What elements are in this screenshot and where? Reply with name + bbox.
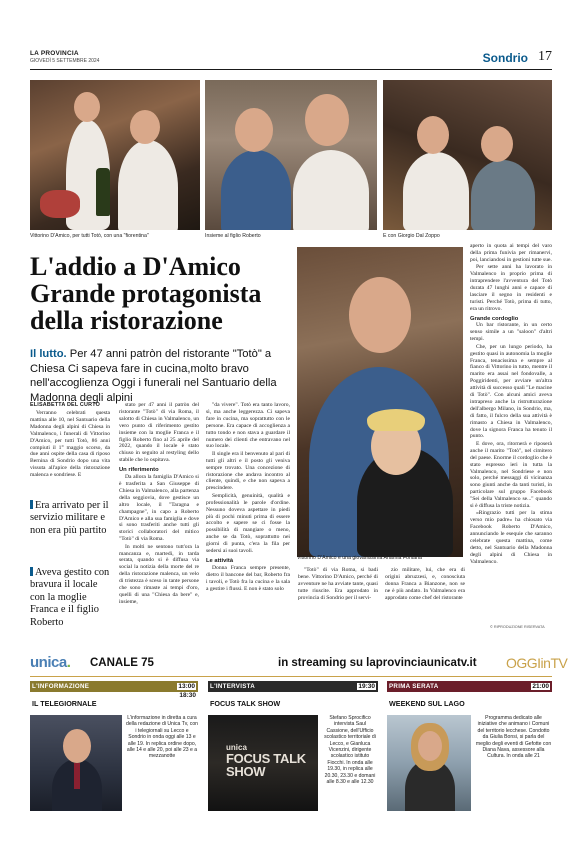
program-image	[208, 715, 318, 811]
paragraph: "da vivere". Totò era tanto lavoro, sì, ma anche leggerezza. Ci sapeva fare in cucina, ma soprattutto con le persone. Era capace di accoglienza a tutto tondo e non stava a guardare il numero dei clienti che entravano nel suo locale.	[206, 402, 290, 450]
photo-totò-with-son	[205, 80, 377, 230]
oggi-in-tv-logo: OGGIinTV	[506, 655, 568, 671]
tv-program-focus-talk-show	[208, 681, 378, 831]
program-category: L'INTERVISTA	[210, 682, 256, 690]
paragraph: aperto in quota ai tempi del varo della prima funivia per rimanervi, poi, lanciandosi in gestioni tutte sue.	[470, 243, 552, 263]
tv-program-weekend-sul-lago	[387, 681, 552, 831]
program-time: 13:00	[178, 682, 195, 690]
program-category-bar	[30, 681, 198, 692]
focus-talk-show-logo	[226, 743, 318, 778]
photo-caption: Vittorino D'Amico, per tutti Totò, con una "fiorentina"	[30, 233, 149, 239]
program-time: 21:00	[532, 682, 549, 690]
logo-title: FOCUS TALK SHOW	[226, 751, 306, 779]
subheading: Grande cordoglio	[470, 315, 519, 322]
headline-line: L'addio a D'Amico	[30, 252, 241, 281]
headline-line: della ristorazione	[30, 306, 223, 335]
article-column-6	[470, 243, 552, 566]
byline: ELISABETTA DEL CURTO	[30, 402, 100, 408]
brand-text: unica	[30, 654, 67, 671]
masthead	[30, 48, 552, 70]
quote-bar	[30, 500, 33, 509]
quote-bar	[30, 567, 33, 576]
paragraph: Un bar ristorante, in un certo senso simile a un "saloon" d'altri tempi.	[470, 322, 552, 343]
program-description: Stefano Sprocifico intervista Saul Cassione, dell'Ufficio scolastico territoriale di Lecco, e Gianluca Vicenzini, dirigente scolastico istituto Fiocchi. In onda alle 19.30, in replica alle 20.30, 23.30 e domani alle 8.30 e alle 12.30	[324, 715, 376, 786]
program-image	[387, 715, 471, 811]
paragraph: Donna Franca sempre presente, dietro il bancone del bar, Roberto fra i tavoli, e Totò fra la cucina e la sala a gestire i flussi. E non è stato solo	[206, 564, 290, 592]
paragraph: zio militare, lui, che era di origini abruzzesi, e, conosciuta donna Franca a Bianzone, non se ne è più andato. In Valmalenco era approdato come chef del ristorante	[385, 567, 465, 601]
program-time-2: 18:30	[179, 692, 196, 699]
issue-date: GIOVEDÌ 5 SETTEMBRE 2024	[30, 58, 100, 64]
subheading: Le attività	[206, 557, 234, 564]
subhead-text: Per 47 anni patròn del ristorante "Totò" a Chiesa Ci sapeva fare in cucina,molto bravo nell'accoglienza Oggi i funerali nel Santuario della Madonna degli alpini	[30, 348, 277, 404]
program-description: L'informazione in diretta a cura della redazione di Unica Tv, con i telegiornali su Lecco e Sondrio in onda oggi alle 13 e alle 19. In replica ordine dopo, alle 14 e alle 20, poi alle 23 e a mezzanotte	[126, 715, 199, 760]
pull-quote-text: Era arrivato per il servizio militare e non era più partito	[30, 500, 109, 536]
article-column-1	[30, 410, 110, 480]
channel-number: CANALE 75	[90, 657, 154, 669]
photo-caption: Insieme al figlio Roberto	[205, 233, 261, 239]
page-number: 17	[538, 49, 552, 64]
pull-quote	[30, 567, 112, 629]
paragraph: Che, per un lungo periodo, ha gestito quasi in autonomia la moglie Franca, tenacissima e sempre al fianco di Vittorino in tutto, mentre il marito era assai nel fondovalle, a Poggiridenti, per avviare un'altra attività di successo quali "Le macine di Totò". Con alcuni amici aveva intrapreso anche la ristrutturazione dell'albergo Milano, in Sondrio, ma, di fatto, il fulcro della sua attività è rimasto a Chiesa in Valmalenco, dove la signora Franca ha tenuto il punto.	[470, 343, 552, 440]
paragraph: Il single era il benvenuto al pari di tutti gli altri e il posto gli veniva sempre trovato. Una concezione di ristorazione che andava incontro al cliente, quindi, e che non sapeva a prescindere.	[206, 450, 290, 492]
paragraph: Verranno celebrati questa mattina alle 10, nel Santuario della Madonna degli alpini di Chiesa in Valmalenco, i funerali di Vittorino D'Amico, per tutti Totò, 86 anni compiuti il 1° maggio scorso, da due anni ospite della casa di riposo Bernina di Sondrio dopo una vita vissuta all'apice della ristorazione malenca e sondriese. E	[30, 410, 110, 479]
article-column-2	[119, 402, 199, 606]
tv-divider	[30, 676, 552, 677]
paragraph: Per sette anni ha lavorato in Valmalenco in proprio prima di intraprendere l'avventura del Totò durata 47 lunghi anni e capace di lasciare il segno in residenti e turisti. Perché Totò, prima di tutto, era un ritrovo.	[470, 264, 552, 312]
tv-program-telegiornale	[30, 681, 198, 831]
pull-quote-text: Aveva gestito con bravura il locale con la moglie Franca e il figlio Roberto	[30, 567, 110, 628]
paragraph: stato per 47 anni il patròn del ristorante "Totò" di via Roma, il salotto di Chiesa in Valmalenco, un vero punto di riferimento gestito insieme con la moglie Franca e il figlio Roberto fino al 25 aprile del 2022, quando il locale è stato chiuso in seguito al restyling dello stabile che lo ospitava.	[119, 402, 199, 464]
photo-caption: E con Giorgio Dal Zoppo	[383, 233, 440, 239]
photo-totò-with-giorgio	[383, 80, 552, 230]
article-column-5	[385, 567, 465, 602]
program-category: PRIMA SERATA	[389, 682, 439, 690]
article-column-3	[206, 402, 290, 593]
photo-totò-arianna-fontana	[297, 247, 463, 557]
newspaper-name: LA PROVINCIA	[30, 50, 79, 57]
photo-caption: Vittorino D'Amico e una giovanissima Arianna Fontana	[297, 555, 422, 561]
paragraph: Semplicità, genuinità, qualità e professionalità le parole d'ordine. Nessuno doveva aspettare in piedi più di pochi minuti prima di essere accolto e sapere se ci fosse la possibilità di mangiare o meno, anche se da Totò, soprattutto nei giorni di punta, c'era la fila per sedersi ai suoi tavoli.	[206, 492, 290, 555]
article-column-4	[298, 567, 378, 602]
article-headline	[30, 253, 292, 334]
paragraph: Da allora la famiglia D'Amico si è trasferita a San Giuseppe di Chiesa in Valmalenco, alla partenza della seggiovia, dove gestisce un altro locale, il "Taragna e champagne", in capo a Roberto D'Amico e alla sua famiglia e dove si sono trasferiti anche tutti gli storici collaboratori del mitico "Totò" di via Roma.	[119, 474, 199, 543]
headline-line: Grande protagonista	[30, 279, 262, 308]
program-description: Programma dedicato alle iniziative che animano i Comuni del territorio lecchese. Condotto da Giulia Bonsi, si parla del meglio degli eventi di Gefotte con Diana Nava, assessore alla Cultura. In onda alle 21	[475, 715, 552, 760]
streaming-url[interactable]: in streaming su laprovinciaunicatv.it	[278, 657, 477, 669]
paragraph: «Ringrazio tutti per la stima verso mio padre» ha chiosato via Facebook Roberto D'Amico, annunciando le esequie che saranno celebrate questa mattina, come detto, nel Santuario della Madonna degli alpini di Chiesa in Valmalenco.	[470, 510, 552, 565]
program-title: WEEKEND SUL LAGO	[389, 699, 465, 708]
paragraph: "Totò" di via Roma, si badi bene. Vittorino D'Amico, perché di avventure ne ha avviate tante, quasi tutte riuscite. Era approdato in provincia di Sondrio per il servi-	[298, 567, 378, 601]
program-time: 19:30	[358, 682, 375, 690]
subheading: Un riferimento	[119, 467, 159, 474]
logo-brand: unica	[226, 743, 247, 752]
pull-quote	[30, 500, 112, 537]
program-title: IL TELEGIORNALE	[32, 699, 97, 708]
paragraph: In molti ne sentono tutt'ora la mancanza e, martedì, in tarda serata, quando si è diffusa via social la notizia della morte del re della ristorazione malenca, un velo di tristezza è sceso in tante persone che sono rimaste ai tempi d'oro, quelli di una "Chiesa da bere" e, insieme,	[119, 543, 199, 605]
photo-totò-fiorentina	[30, 80, 200, 230]
unica-logo: unica.	[30, 654, 71, 671]
program-title: FOCUS TALK SHOW	[210, 699, 281, 708]
program-image	[30, 715, 122, 811]
program-category: L'INFORMAZIONE	[32, 682, 90, 690]
copyright-notice: © RIPRODUZIONE RISERVATA	[490, 625, 545, 629]
program-category-bar	[387, 681, 552, 692]
paragraph: E dove, ora, ritornerà e riposerà anche il marito "Totò", nel cimitero del paese. Enorme il cordoglio che è stato espresso ieri in tutta la Valmalenco, nel Sondriese e non solo, perché messaggi di vicinanza sono giunti anche da tanti turisti, in particolare sul gruppo Facebook "Sei della Valmalenco se..." quando si è diffusa la triste notizia.	[470, 440, 552, 510]
article-subhead	[30, 347, 292, 405]
kicker: Il lutto.	[30, 348, 67, 360]
tv-banner	[30, 654, 568, 674]
program-category-bar	[208, 681, 378, 692]
section-name: Sondrio	[482, 51, 528, 65]
